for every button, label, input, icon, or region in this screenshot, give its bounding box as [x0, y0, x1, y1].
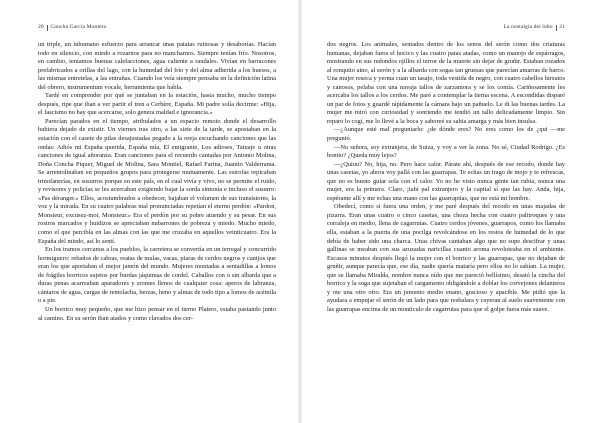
left-page: [38, 24, 276, 323]
paragraph: En los tramos cercanos a los pueblos, la carretera se convertía en un terregal y concurrido hormiguero: rebaños de cabras, reatas de mulas, vacas, piaras de cerdos negros y canijos que eran los que aportaban el mejor jamón del mundo. Mujeres montadas a sentadillas a lomos de frágiles borricos sujetos por burdas jáquimas de cordel. Caballos con o sin albarda que a duras penas acarreaban aparadores y sromes llenos de cualquier cosa: aperos de labranza, cántaros de agua, cargas de remolacha, berzas, heno y almas de todo tipo a lomos de acémila o a pie.: [38, 246, 276, 305]
book-gutter: [298, 0, 302, 423]
right-page: [327, 24, 565, 315]
paragraph: —No señora, soy extranjera, de Suiza, y voy a ver la zona. No sé, Ciudad Rodrigo. ¿Es bonito? ¿Queda muy lejos?: [327, 143, 565, 160]
paragraph: Un borrico muy pequeño, que me hizo pensar en el tierno Platero, estaba pastando junto al camino. En su serón iban atados y como clavados dos cer-: [38, 305, 276, 322]
left-running-title: Concha García Montero: [50, 24, 107, 30]
paragraph: —¿Quiuu? No, hija, no. Pero hace calor. Párate ahí, después de ese recodo, donde hay unas casetas, yo ahora voy pallá con las guarrapas. Te echas un trago de mojo y te refrescas, que no es bueno guiar sola con el calor. Yo no he visto nunca gente tan rubia, nunca una mujer, era la primera. Claro, ¡tabí pal extranjero y la capital sí que las hay. Anda, hija, espérame allí y me echas una mano con las guarrapitas, que no está mi hombre.: [327, 160, 565, 202]
left-body-text: [38, 41, 276, 323]
right-running-title: La nostalgia del lobo: [503, 24, 553, 30]
right-running-head: [327, 24, 565, 31]
left-running-head: [38, 24, 276, 31]
paragraph: un triple, un inhumano esfuerzo para arrancar unas patatas ruinosas y desaborías. Hacían todo en silencio, con miedo a rozarnos para no mancharnos. Siempre tenían frío. Nosotros, en cambio, teníamos buenas calefacciones, agua caliente a raudales. Vivían en barracones prefabricados a orillas del lago, con la humedad del frío y del alma adherida a los huesos, a las mismas entretelas, a las entrañas. Cuando los veía siempre pensaba en la definición latina del obrero, instrumentum vocale, herramienta que habla.: [38, 41, 276, 91]
paragraph: Tardé en comprender por qué se juntaban en la estación, hasta mucho, mucho tiempo después, ripe que iban a ver partir el tren a Cerbère, España. Mi padre solía decirme: «Hija, el fascismo no hay que acercarse, solo genera maldad e ignorancia.»: [38, 92, 276, 117]
paragraph: —¿Aunque esté mal preguntarlo: ¿de dónde eres? No eres como los de ¿qui —me preguntó.: [327, 126, 565, 143]
paragraph: dos negros. Los animales, sentados dentro de los senos del serón como dos criaturas humanas, dejaban fuera el hocico y las cuatro patas atadas, como un manojo de espárragos, mostrando en sus redondos ojillos el terror de la muerte sin dejar de gruñir. Estaban rozados al ronquito aino, al serón y a la albarda con sogas tan gruesas que parecían amarras de barco. Una mujer reseca y yerma cuan un tasajo, toda vestida de negro, con cuatro cabellos hirsutos y canosos, pelaba con una navaja tallos de zarzamora y se los comía. Cariñosamente les acercaba los tallos a los cerdos. Me paré a contemplar la tierna escena. A escondidas disparé un par de fotos y guardé rápidamente la cámara bajo un pañuelo. Le di las buenas tardes. La mujer me miró con curiosidad y sonriendo me tendió un tallo delicadamente limpio. Sin reparo lo cogí, me lo llevé a la boca y saboreé su sabia amarga y más bien insulsa.: [327, 41, 565, 125]
header-divider: [47, 25, 48, 31]
paragraph: Obedecí, como si fuera una orden, y me paré después del recodo en unas majadas de pizarra. Eran unas cuatro o cinco casetas, una choza hecha con cuatro palitroques y una corraleja en medio, llena de cagarrutas. Cuatro cerdos jóvenes, guarrapos, como los llamaba ella, estaban a la puerta de una pocilga revolcándose en los restos de humedad de lo que debía de haber sido una charca. Unas chivas cantaban algo que no supe descifrar y unas gallinas se meaban con sus azuzadas naricillas cuanto aroma revoloteaba en el ambiente. Escasos minutos después llegó la mujer con el borrico y las guarrapas, que no dejaban de gruñir, aunque parecía que, ese día, nadie quería mataría pero ellos no lo sabían. La mujer, que se llamaba Miralda, nombre nunca oído que me pareció bellísimo, desató la cincha del borrico y la soga que sujetaban el cargamento obligándole a doblar los corvejones delanteros y ote una otro otro. Era un jumento medio enano, gracioso y apacible. Me pidió que la ayudara a empujar el serón de un lado para que resbalara y cayeran al suelo suavemente con las guarrapas encima de un montículo de cagarrutas para que el golpe fuera más suave.: [327, 203, 565, 313]
paragraph: Parecían parados en el tiempo, atribulados a un espacio remoto donde el desarrollo hubiera dejado de existir. Un viernes tras otro, a las siete de la tarde, se apostaban en la estación con el casete de pilas desajustadas pegado a la oreja escuchando canciones que las ondas: Adiós mi España querida, España mía, El emigrante, Los adioses, Tatuaje u otras canciones de igual añoranza. Eran canciones para el recuerdo cantadas por Antonio Molina, Doña Concha Piquer, Miguel de Molina, Sara Montiel, Rafael Farina, Juanito Valderrama. Se arremolinaban en pequeños grupos para protegerse mutuamente. Las estrofas repicaban trinofanerías, en susurros porque en este país, en el cual vivía y vivo, no se permite el ruido, y revisores y policías se les acercaban exigiendo bajar la sorda sintonía e incluso el susurro: «Pas déranger.» Ellos, acostumbrados a obedecer, bajaban el volumen de sus transistores, la voz y la mirada. En su cuatro palabras mal pronunciadas repetían el eterno perdón: «Pardon, Monsieur, excusez-moi, Monsieur.» Era el perdón por su pobre atuendo y su pesar. En sus rostros marcados y huidizos se apreciaban nubarrones de pobreza y miedo. Mucho miedo, como el que percibía en las almas con las que me cruzaba en aquellos veinticuatro. Era la España del miedo, así lo sentí.: [38, 117, 276, 245]
left-page-number: 20: [38, 24, 44, 30]
right-page-number: 21: [559, 24, 565, 30]
right-body-text: [327, 41, 565, 315]
header-divider: [556, 25, 557, 31]
